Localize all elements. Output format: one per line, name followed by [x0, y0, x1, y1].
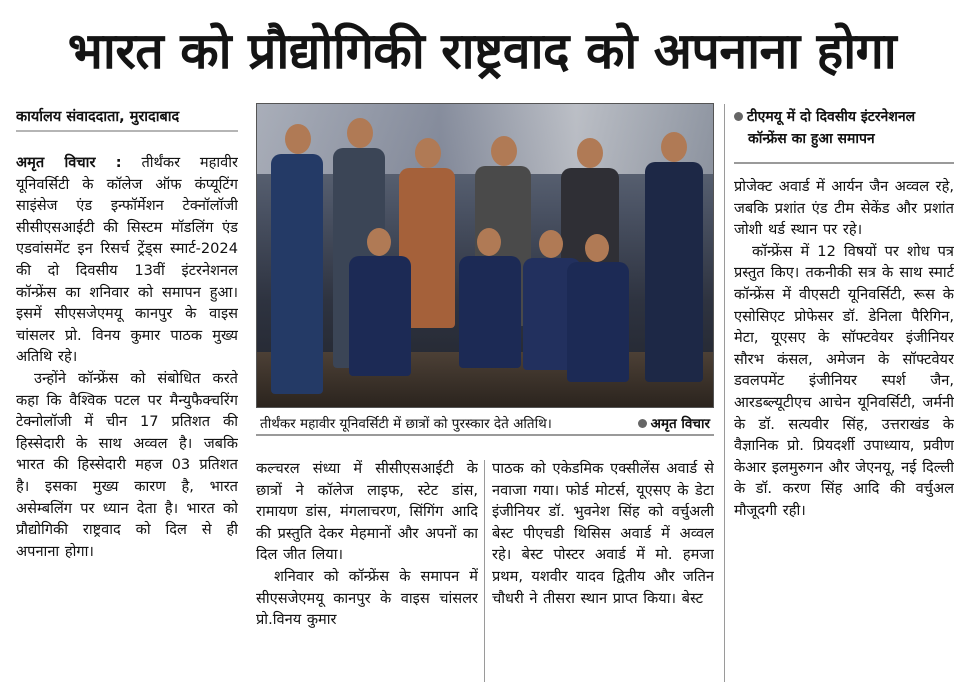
paragraph: कॉन्फ्रेंस में 12 विषयों पर शोध पत्र प्रस्तुत किए। तकनीकी सत्र के साथ स्मार्ट कॉन्फ्रेंस में वीएसटी यूनिवर्सिटी, रूस के एसोसिएट प्रोफेसर डॉ. डेनिला पैरिगिन, मेटा, यूएसए के सॉफ्टवेयर इंजीनियर सौरभ कंसल, अमेजन के सॉफ्टवेयर डवलपमेंट इंजीनियर स्पर्श जैन, आरडब्ल्यूटीएच आचेन यूनिवर्सिटी, जर्मनी के डॉ. सत्यवीर सिंह, उत्तराखंड के वैज्ञानिक प्रो. प्रियदर्शी उपाध्याय, प्रवीण केआर इलमुरुगन और जेएनयू, नई दिल्ली के डॉ. करण सिंह आदि की वर्चुअल मौजूदगी रही।	[734, 242, 954, 519]
paragraph: प्रोजेक्ट अवार्ड में आर्यन जैन अव्वल रहे, जबकि प्रशांत एंड टीम सेकेंड और प्रशांत जोशी थर्ड स्थान पर रहे।	[734, 178, 954, 239]
caption-text: तीर्थंकर महावीर यूनिवर्सिटी में छात्रों को पुरस्कार देते अतिथि।	[260, 416, 552, 432]
photo-caption	[256, 412, 714, 436]
headline: भारत को प्रौद्योगिकी राष्ट्रवाद को अपनाना होगा	[67, 22, 897, 80]
column-divider	[484, 460, 485, 682]
lead-label: अमृत विचार :	[16, 154, 122, 171]
lead-text: तीर्थंकर महावीर यूनिवर्सिटी के कॉलेज ऑफ कंप्यूटिंग साइंसेज एंड इन्फॉर्मेशन टेक्नॉलॉजी सीसीएसआईटी की सिस्टम मॉडलिंग एंड एडवांसमेंट इन रिसर्च ट्रेंड्स स्मार्ट-2024 की दो दिवसीय 13वीं इंटरनेशनल कॉन्फ्रेंस का शनिवार को समापन हुआ। इसमें सीएसजेएमयू कानपुर के वाइस चांसलर प्रो. विनय कुमार पाठक मुख्य अतिथि रहे।	[16, 154, 238, 366]
side-heading-line-2: कॉन्फ्रेंस का हुआ समापन	[748, 131, 875, 147]
person-figure	[563, 234, 633, 394]
paragraph: शनिवार को कॉन्फ्रेंस के समापन में सीएसजेएमयू कानपुर के वाइस चांसलर प्रो.विनय कुमार	[256, 567, 478, 629]
side-heading-text-1: टीएमयू में दो दिवसीय इंटरनेशनल	[747, 109, 916, 125]
side-heading-line-1	[734, 109, 915, 125]
paragraph: पाठक को एकेडमिक एक्सीलेंस अवार्ड से नवाजा गया। फोर्ड मोटर्स, यूएसए के डेटा इंजीनियर डॉ. भुवनेश सिंह को वर्चुअली बेस्ट पीएचडी थिसिस अवार्ड में अव्वल रहे। बेस्ट पोस्टर अवार्ड में मो. हमजा प्रथम, यशवीर यादव द्वितीय और जतिन चौधरी ने तीसरा स्थान प्राप्त किया। बेस्ट	[492, 460, 714, 607]
article-column-4	[734, 176, 954, 684]
column-divider	[724, 104, 725, 682]
bullet-icon	[734, 112, 743, 121]
byline: कार्यालय संवाददाता, मुरादाबाद	[16, 104, 238, 132]
paragraph: कल्चरल संध्या में सीसीएसआईटी के छात्रों ने कॉलेज लाइफ, स्टेट डांस, रामायण डांस, मंगलाचरण, सिंगिंग आदि की प्रस्तुति देकर मेहमानों और अपनों का दिल जीत लिया।	[256, 460, 478, 564]
bullet-icon	[638, 419, 647, 428]
article-column-3	[492, 458, 714, 684]
person-figure	[455, 228, 525, 378]
news-photo	[256, 103, 714, 408]
side-heading	[734, 106, 954, 164]
article-column-2	[256, 458, 478, 684]
article-column-1	[16, 152, 238, 682]
person-figure	[345, 228, 415, 388]
person-figure	[267, 124, 327, 404]
paragraph: उन्होंने कॉन्फ्रेंस को संबोधित करते कहा कि वैश्विक पटल पर मैन्युफैक्चरिंग टेक्नोलॉजी में चीन 17 प्रतिशत की हिस्सेदारी के साथ अव्वल है। जबकि भारत की हिस्सेदारी महज 03 प्रतिशत है। इसका मुख्य कारण है, भारत असेम्बलिंग पर ध्यान देता है। भारत को प्रौद्योगिकी राष्ट्रवाद को दिल से ही अपनाना होगा।	[16, 369, 238, 560]
person-figure	[641, 132, 707, 392]
photo-credit-text: अमृत विचार	[650, 416, 710, 432]
lead-paragraph	[16, 152, 238, 368]
photo-credit	[638, 412, 710, 436]
